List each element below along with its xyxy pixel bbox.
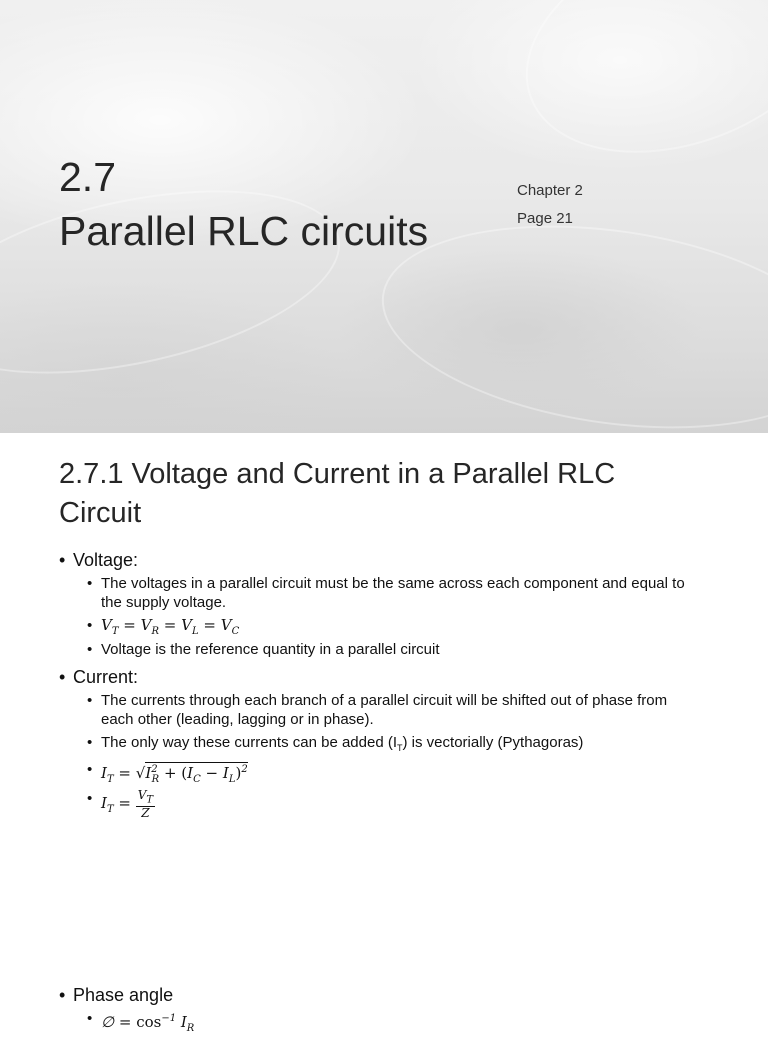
phase-equation: ∅ = $\cos^{-1} I_R$ bbox=[101, 1013, 195, 1034]
slide-heading bbox=[59, 455, 719, 533]
title-slide bbox=[0, 0, 768, 433]
sub-bullet: • The voltages in a parallel circuit must be the same across each component and equal to the supply voltage. bbox=[87, 574, 697, 612]
current-equation: $I_T = √I^2_R + (I_C - I_L)^2$ bbox=[101, 764, 248, 785]
bullet-label: Current: bbox=[73, 667, 139, 687]
bullet-label: Voltage: bbox=[73, 550, 139, 570]
voltage-equation: $V_T = V_R = V_L = V_C$ bbox=[101, 616, 240, 637]
smoke-swirl bbox=[495, 0, 768, 193]
chapter-label: Chapter 2 bbox=[517, 182, 583, 199]
sub-bullet-text: The voltages in a parallel circuit must be the same across each component and equal to the supply voltage. bbox=[101, 575, 685, 611]
bullet-phase-angle: • Phase angle bbox=[59, 985, 174, 1005]
sub-bullet-equation: • ∅ = $\cos^{-1} I_R$ bbox=[87, 1009, 697, 1038]
sub-bullet: • The only way these currents can be added $(I_T)$ is vectorially (Pythagoras) bbox=[87, 733, 697, 758]
sub-bullet: • The currents through each branch of a parallel circuit will be shifted out of phase from each other (leading, lagging or in phase). bbox=[87, 691, 697, 729]
sub-bullet-text: Voltage is the reference quantity in a parallel circuit bbox=[101, 641, 440, 658]
smoke-swirl bbox=[369, 199, 768, 433]
bullet-voltage: • Voltage: bbox=[59, 550, 139, 570]
bullet-current: • Current: bbox=[59, 667, 139, 687]
slide-title bbox=[59, 150, 428, 258]
section-number: 2.7 bbox=[59, 154, 116, 200]
sub-bullet: • Voltage is the reference quantity in a parallel circuit bbox=[87, 640, 697, 659]
current-impedance-equation: $I_T$ = $\frac{V_T}{Z}$ bbox=[101, 788, 154, 821]
sub-bullet-equation: • $I_T$ = $\frac{V_T}{Z}$ bbox=[87, 788, 154, 821]
heading-line: Circuit bbox=[59, 497, 142, 529]
section-title: Parallel RLC circuits bbox=[59, 208, 429, 254]
slide-subtitle bbox=[517, 177, 583, 233]
sub-bullet-equation: • $I_T = √I^2_R + (I_C - I_L)^2$ bbox=[87, 760, 697, 789]
heading-line: 2.7.1 Voltage and Current in a Parallel RLC bbox=[59, 458, 616, 490]
page-label: Page 21 bbox=[517, 210, 573, 227]
sub-bullet-text: The only way these currents can be added $(I_T)$ is vectorially (Pythagoras) bbox=[101, 734, 584, 753]
sub-bullet-text: The currents through each branch of a parallel circuit will be shifted out of phase from each other (leading, lagging or in phase). bbox=[101, 692, 668, 728]
content-slide bbox=[0, 433, 768, 1034]
bullet-label: Phase angle bbox=[73, 985, 174, 1005]
sub-bullet-equation: • $V_T = V_R = V_L = V_C$ bbox=[87, 616, 697, 641]
